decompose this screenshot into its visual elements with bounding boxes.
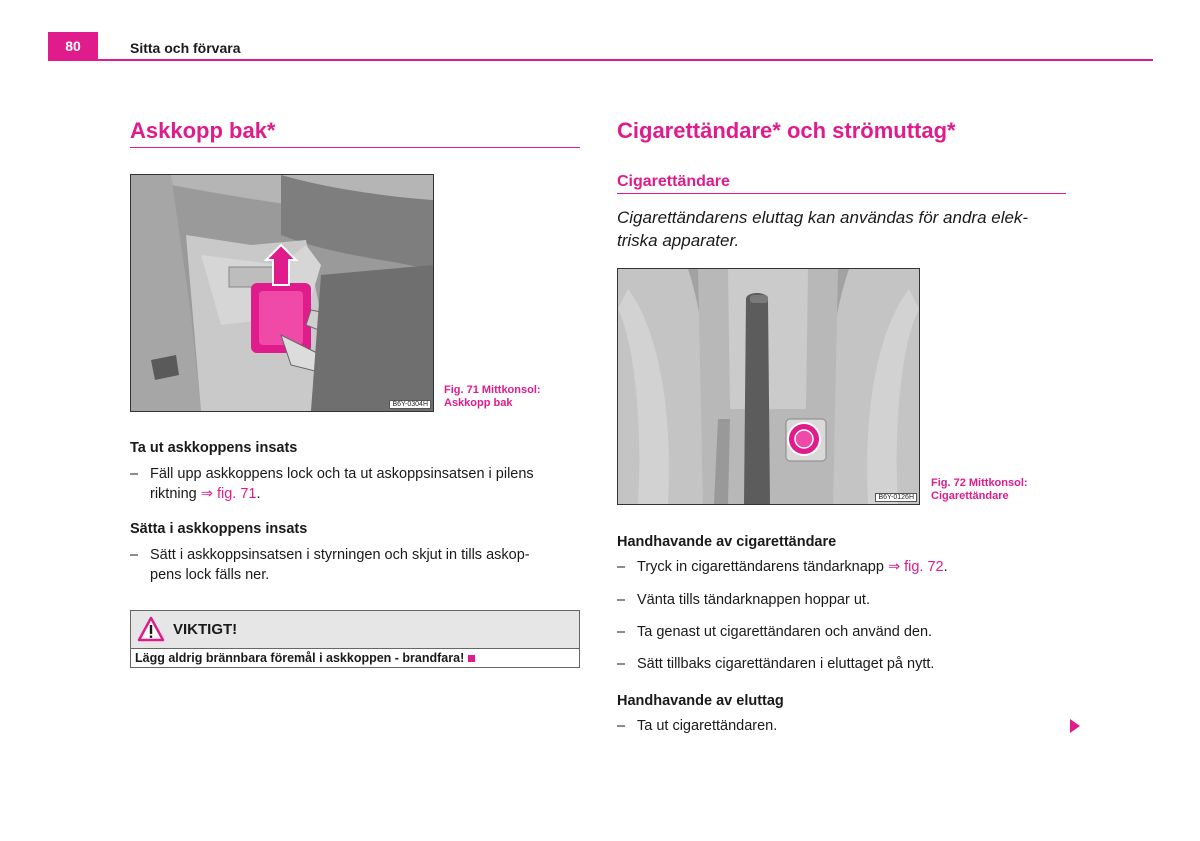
list-item	[130, 464, 580, 504]
subhead-remove: Ta ut askkoppens insats	[130, 440, 298, 456]
warning-icon	[137, 616, 165, 642]
warning-text-content: Lägg aldrig brännbara föremål i askkoppen - brandfara!	[135, 651, 465, 665]
item-text: Vänta tills tändarknappen hoppar ut.	[637, 592, 870, 608]
list-item	[617, 622, 1057, 642]
figure-caption	[444, 384, 541, 410]
dash: –	[130, 466, 139, 482]
list-item	[130, 545, 580, 585]
figure-caption	[931, 477, 1028, 503]
header-rule	[48, 59, 1153, 61]
lighter-illustration	[618, 269, 919, 504]
warning-title: VIKTIGT!	[173, 621, 238, 638]
caption-line: Fig. 72 Mittkonsol:	[931, 477, 1028, 489]
caption-line: Fig. 71 Mittkonsol:	[444, 384, 541, 396]
dash: –	[617, 624, 626, 640]
item-text: pens lock fälls ner.	[150, 567, 270, 583]
dash: –	[617, 592, 626, 608]
intro-line: Cigarettändarens eluttag kan användas för andra elek-	[617, 208, 1029, 227]
figure-link[interactable]: ⇒ fig. 72	[887, 559, 944, 575]
intro-line: triska apparater.	[617, 231, 740, 250]
subheading-rule	[617, 193, 1066, 194]
subhead-lighter-usage: Handhavande av cigarettändare	[617, 534, 837, 550]
section-heading-ashtray: Askkopp bak*	[130, 118, 276, 143]
section-rule	[130, 147, 580, 148]
list-item	[617, 557, 1057, 577]
list-item	[617, 590, 1057, 610]
intro-text	[617, 206, 1028, 252]
figure-ashtray	[130, 174, 434, 412]
end-marker	[468, 655, 475, 662]
figure-code: B6Y-0304H	[389, 400, 431, 409]
page-number: 80	[48, 32, 98, 60]
caption-line: Cigarettändare	[931, 490, 1009, 502]
dash: –	[617, 718, 626, 734]
ashtray-illustration	[131, 175, 433, 411]
figure-lighter	[617, 268, 920, 505]
figure-link[interactable]: ⇒ fig. 71	[200, 486, 257, 502]
item-text: .	[943, 559, 948, 575]
subhead-insert: Sätta i askkoppens insats	[130, 521, 308, 537]
dash: –	[617, 656, 626, 672]
caption-line: Askkopp bak	[444, 397, 513, 409]
subhead-outlet-usage: Handhavande av eluttag	[617, 693, 784, 709]
dash: –	[617, 559, 626, 575]
dash: –	[130, 547, 139, 563]
item-text: Sätt tillbaks cigarettändaren i eluttaget på nytt.	[637, 656, 935, 672]
section-heading-lighter: Cigarettändare* och strömuttag*	[617, 118, 956, 143]
warning-box	[130, 610, 580, 668]
header-title: Sitta och förvara	[130, 40, 241, 56]
subheading-lighter: Cigarettändare	[617, 173, 730, 190]
warning-text	[131, 649, 579, 667]
warning-header	[131, 611, 579, 649]
item-text: Tryck in cigarettändarens tändarknapp	[637, 559, 888, 575]
next-page-arrow-icon[interactable]	[1070, 719, 1080, 733]
item-text: Fäll upp askkoppens lock och ta ut askoppsinsatsen i pilens	[150, 466, 534, 482]
item-text: riktning	[150, 486, 201, 502]
figure-code: B6Y-0126H	[875, 493, 917, 502]
list-item	[617, 716, 1057, 736]
item-text: .	[256, 486, 261, 502]
list-item	[617, 654, 1057, 674]
item-text: Ta ut cigarettändaren.	[637, 718, 778, 734]
item-text: Sätt i askkoppsinsatsen i styrningen och skjut in tills askop-	[150, 547, 530, 563]
item-text: Ta genast ut cigarettändaren och använd den.	[637, 624, 933, 640]
